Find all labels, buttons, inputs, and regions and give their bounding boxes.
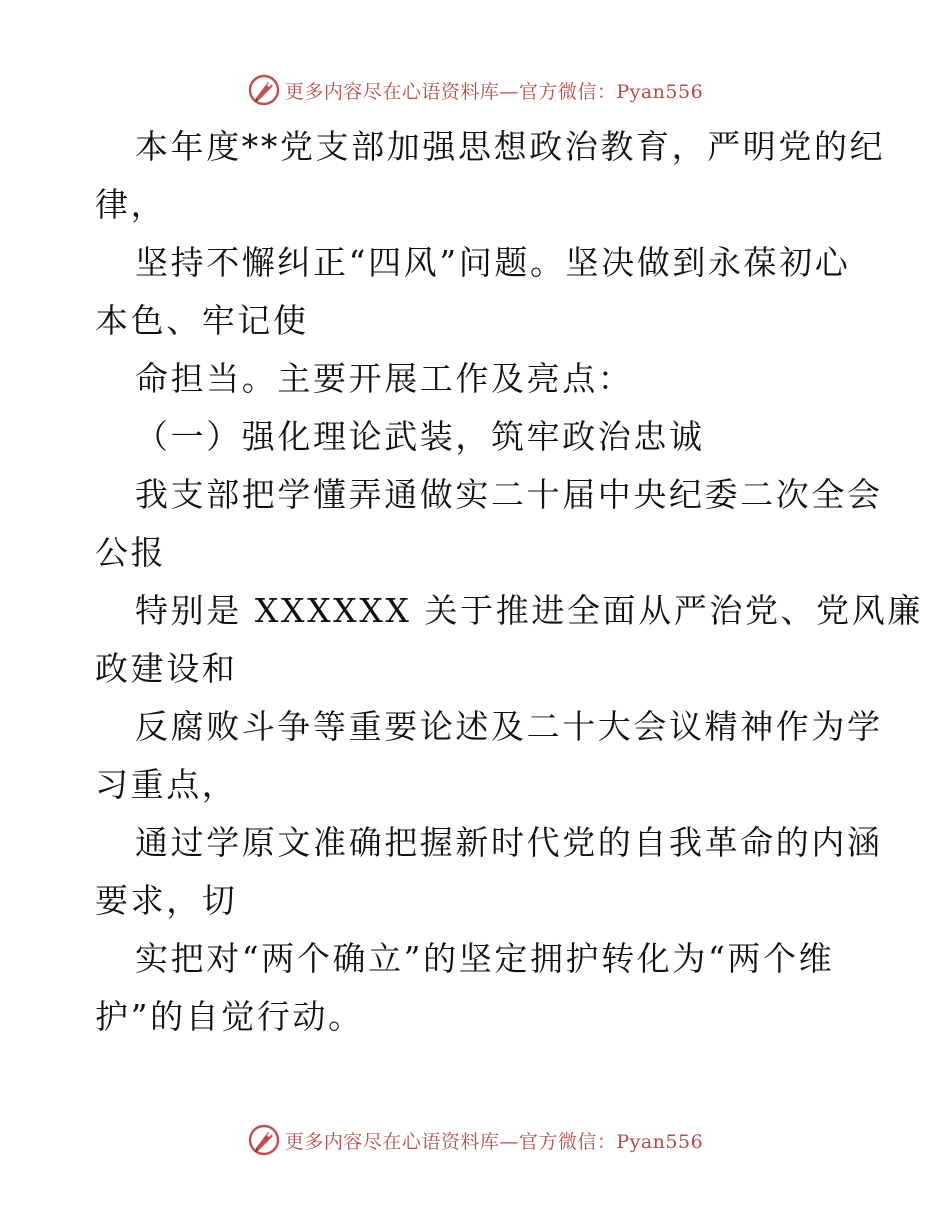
body-line: 本色、牢记使 (95, 301, 309, 340)
body-line: 公报 (95, 533, 167, 572)
body-line: 命担当。主要开展工作及亮点： (135, 359, 634, 398)
body-line: 通过学原文准确把握新时代党的自我革命的内涵 (135, 823, 883, 862)
header-banner (0, 70, 950, 110)
body-line: 实把对“两个确立”的坚定拥护转化为“两个维 (135, 939, 835, 978)
body-line: 本年度**党支部加强思想政治教育，严明党的纪 (135, 127, 886, 166)
body-line: 坚持不懈纠正“四风”问题。坚决做到永葆初心 (135, 243, 851, 282)
body-line: 反腐败斗争等重要论述及二十大会议精神作为学 (135, 707, 883, 746)
body-line: 特别是 XXXXXX 关于推进全面从严治党、党风廉 (135, 591, 923, 630)
footer-banner (0, 1120, 950, 1160)
body-line: 我支部把学懂弄通做实二十届中央纪委二次全会 (135, 475, 883, 514)
section-heading: （一）强化理论武装，筑牢政治忠诚 (135, 417, 705, 456)
body-line: 律， (95, 185, 167, 224)
document-body (95, 118, 923, 1046)
body-line: 习重点， (95, 765, 238, 804)
footer-banner-text: 更多内容尽在心语资料库—官方微信：Pyan556 (284, 1130, 704, 1153)
body-line: 政建设和 (95, 649, 238, 688)
pen-nib-logo-icon (247, 1123, 281, 1157)
pen-nib-logo-icon (247, 73, 281, 107)
body-line: 要求，切 (95, 881, 238, 920)
body-line: 护”的自觉行动。 (95, 997, 364, 1036)
header-banner-text: 更多内容尽在心语资料库—官方微信：Pyan556 (284, 80, 704, 103)
